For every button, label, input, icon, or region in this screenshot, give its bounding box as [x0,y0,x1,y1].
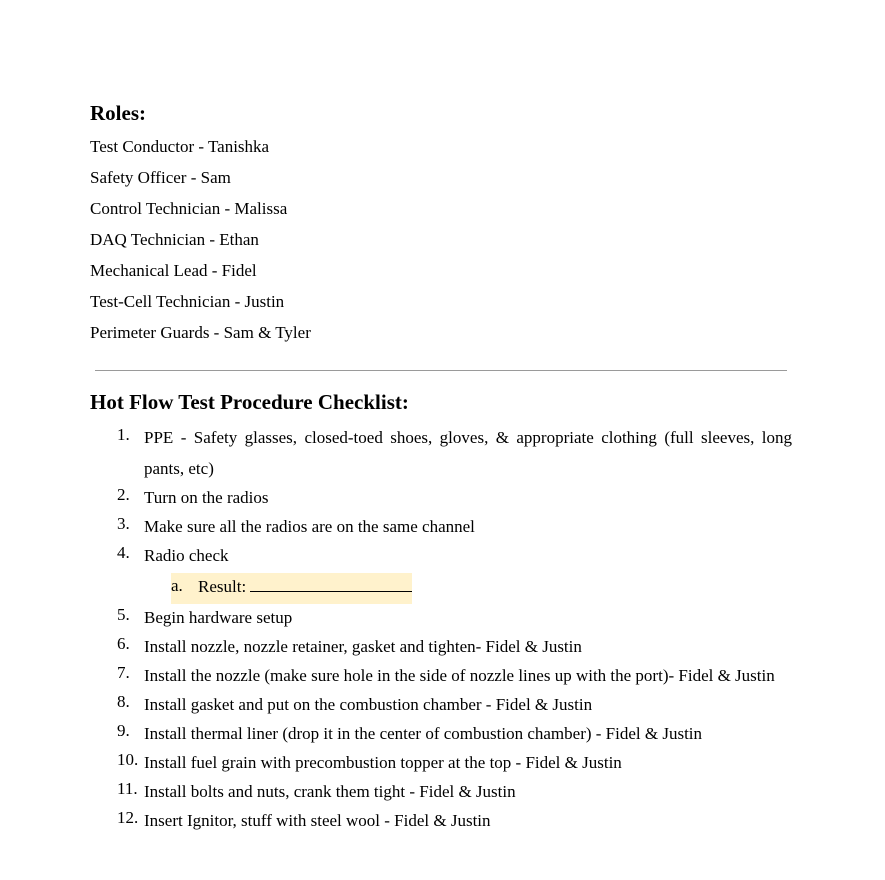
roles-heading: Roles: [90,101,146,125]
result-blank-field[interactable] [250,573,412,592]
horizontal-divider [95,370,787,371]
checklist-item [90,747,792,778]
checklist-item [90,482,792,513]
item-text: Turn on the radios [144,488,269,507]
checklist-item [90,689,792,720]
item-number: 12. [117,808,139,827]
item-text: Install fuel grain with precombustion topper at the top - Fidel & Justin [144,753,622,772]
role-item: Test-Cell Technician - Justin [90,292,285,311]
checklist [90,424,792,836]
item-number: 9. [117,721,130,740]
checklist-heading: Hot Flow Test Procedure Checklist: [90,390,409,414]
item-number: 2. [117,485,130,504]
checklist-item [90,660,792,691]
item-number: 7. [117,663,130,682]
role-item: Test Conductor - Tanishka [90,137,270,156]
item-text: Insert Ignitor, stuff with steel wool - Fidel & Justin [144,811,491,830]
result-label: Result: [198,577,247,596]
item-text: Install thermal liner (drop it in the center of combustion chamber) - Fidel & Justin [144,724,703,743]
item-text: Install nozzle, nozzle retainer, gasket and tighten- Fidel & Justin [144,637,582,656]
item-text: Install bolts and nuts, crank them tight - Fidel & Justin [144,782,516,801]
checklist-item [90,776,792,807]
item-number: 5. [117,605,130,624]
item-text: PPE - Safety glasses, closed-toed shoes, gloves, & appropriate clothing (full sleeves, long pants, etc) [144,428,792,478]
role-item: Mechanical Lead - Fidel [90,261,257,280]
item-number: 3. [117,514,130,533]
radio-check-result [171,573,412,604]
item-number: 6. [117,634,130,653]
checklist-item [90,805,792,836]
checklist-item [90,422,792,484]
item-number: 4. [117,543,130,562]
checklist-item [90,540,792,604]
roles-list [90,134,311,351]
item-text: Make sure all the radios are on the same channel [144,517,475,536]
item-number: 10. [117,750,139,769]
item-text: Begin hardware setup [144,608,293,627]
role-item: DAQ Technician - Ethan [90,230,259,249]
item-number: 11. [117,779,138,798]
role-item: Control Technician - Malissa [90,199,288,218]
checklist-item [90,631,792,662]
role-item: Safety Officer - Sam [90,168,231,187]
item-number: 1. [117,425,130,444]
role-item: Perimeter Guards - Sam & Tyler [90,323,311,342]
item-text: Radio check [144,546,229,565]
checklist-item [90,511,792,542]
sub-item-letter: a. [171,576,183,595]
checklist-item [90,602,792,633]
item-text: Install the nozzle (make sure hole in the side of nozzle lines up with the port)- Fidel & Justin [144,666,775,685]
item-number: 8. [117,692,130,711]
checklist-item [90,718,792,749]
item-text: Install gasket and put on the combustion chamber - Fidel & Justin [144,695,593,714]
